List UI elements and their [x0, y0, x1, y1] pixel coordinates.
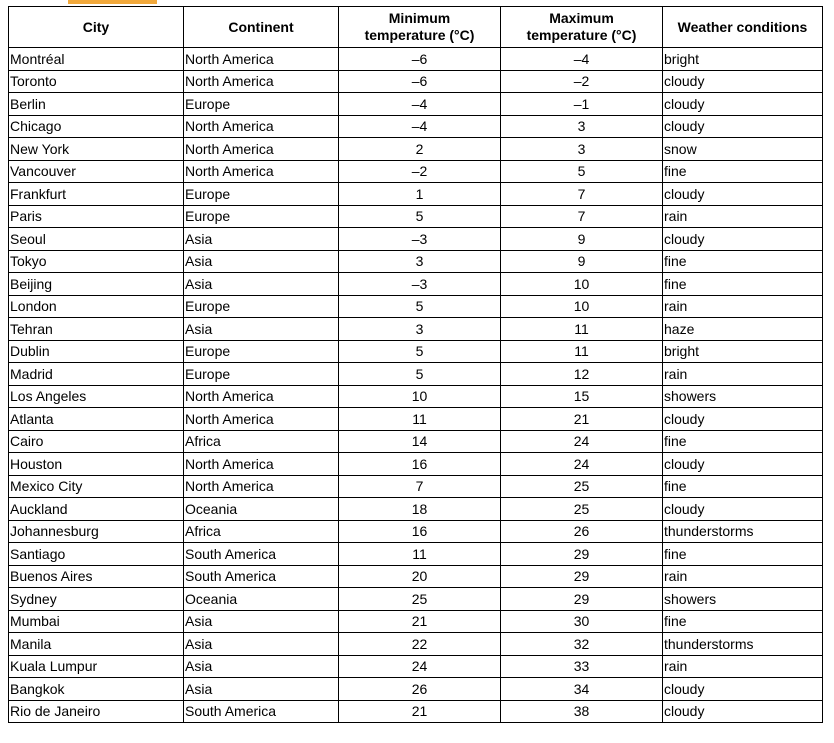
header-weather-conditions[interactable]: Weather conditions: [663, 7, 823, 48]
cell-weather-conditions: cloudy: [663, 115, 823, 138]
cell-max-temperature: 11: [501, 340, 663, 363]
cell-continent: Europe: [184, 93, 339, 116]
table-row: [9, 160, 823, 183]
table-row: [9, 183, 823, 206]
cell-min-temperature: 21: [339, 700, 501, 723]
cell-weather-conditions: cloudy: [663, 678, 823, 701]
table-row: [9, 48, 823, 71]
cell-city: Houston: [9, 453, 184, 476]
table-row: [9, 543, 823, 566]
table-row: [9, 678, 823, 701]
cell-min-temperature: 14: [339, 430, 501, 453]
cell-min-temperature: 16: [339, 520, 501, 543]
cell-city: Montréal: [9, 48, 184, 71]
table-row: [9, 205, 823, 228]
cell-max-temperature: 33: [501, 655, 663, 678]
header-max-line2: temperature (°C): [526, 27, 637, 43]
header-continent[interactable]: Continent: [184, 7, 339, 48]
cell-max-temperature: 9: [501, 250, 663, 273]
cell-continent: Oceania: [184, 498, 339, 521]
cell-continent: North America: [184, 160, 339, 183]
cell-city: Johannesburg: [9, 520, 184, 543]
table-row: [9, 610, 823, 633]
cell-min-temperature: –6: [339, 70, 501, 93]
cell-max-temperature: 24: [501, 453, 663, 476]
cell-continent: Europe: [184, 205, 339, 228]
cell-continent: Asia: [184, 318, 339, 341]
table-row: [9, 520, 823, 543]
cell-continent: North America: [184, 115, 339, 138]
table-row: [9, 700, 823, 723]
cell-weather-conditions: thunderstorms: [663, 633, 823, 656]
header-max-line1: Maximum: [549, 10, 614, 26]
cell-weather-conditions: bright: [663, 48, 823, 71]
cell-weather-conditions: fine: [663, 250, 823, 273]
cell-min-temperature: 5: [339, 295, 501, 318]
cell-continent: Asia: [184, 273, 339, 296]
cell-weather-conditions: bright: [663, 340, 823, 363]
cell-weather-conditions: haze: [663, 318, 823, 341]
cell-max-temperature: 7: [501, 205, 663, 228]
cell-city: Sydney: [9, 588, 184, 611]
cell-city: Seoul: [9, 228, 184, 251]
cell-weather-conditions: cloudy: [663, 70, 823, 93]
cell-min-temperature: 5: [339, 340, 501, 363]
cell-max-temperature: 32: [501, 633, 663, 656]
table-row: [9, 295, 823, 318]
cell-city: Cairo: [9, 430, 184, 453]
cell-weather-conditions: rain: [663, 363, 823, 386]
cell-min-temperature: 7: [339, 475, 501, 498]
cell-city: Tehran: [9, 318, 184, 341]
cell-city: Mexico City: [9, 475, 184, 498]
table-row: [9, 408, 823, 431]
cell-continent: South America: [184, 565, 339, 588]
cell-max-temperature: –1: [501, 93, 663, 116]
table-row: [9, 588, 823, 611]
table-row: [9, 655, 823, 678]
table-row: [9, 340, 823, 363]
cell-max-temperature: 26: [501, 520, 663, 543]
cell-continent: South America: [184, 543, 339, 566]
cell-city: Santiago: [9, 543, 184, 566]
cell-city: Madrid: [9, 363, 184, 386]
cell-city: Paris: [9, 205, 184, 228]
cell-min-temperature: 26: [339, 678, 501, 701]
table-row: [9, 318, 823, 341]
cell-min-temperature: 3: [339, 250, 501, 273]
cell-continent: Europe: [184, 295, 339, 318]
table-row: [9, 453, 823, 476]
table-row: [9, 475, 823, 498]
cell-min-temperature: 5: [339, 363, 501, 386]
cell-max-temperature: –2: [501, 70, 663, 93]
cell-weather-conditions: showers: [663, 385, 823, 408]
cell-min-temperature: 25: [339, 588, 501, 611]
cell-city: Beijing: [9, 273, 184, 296]
cell-min-temperature: 3: [339, 318, 501, 341]
table-row: [9, 385, 823, 408]
cell-max-temperature: 30: [501, 610, 663, 633]
cell-city: London: [9, 295, 184, 318]
cell-min-temperature: –4: [339, 93, 501, 116]
table-row: [9, 430, 823, 453]
cell-continent: Asia: [184, 678, 339, 701]
cell-continent: South America: [184, 700, 339, 723]
cell-city: Berlin: [9, 93, 184, 116]
cell-min-temperature: 21: [339, 610, 501, 633]
cell-min-temperature: 16: [339, 453, 501, 476]
cell-min-temperature: 10: [339, 385, 501, 408]
cell-min-temperature: 22: [339, 633, 501, 656]
cell-min-temperature: 20: [339, 565, 501, 588]
cell-weather-conditions: showers: [663, 588, 823, 611]
cell-max-temperature: 34: [501, 678, 663, 701]
cell-continent: Europe: [184, 340, 339, 363]
cell-min-temperature: –3: [339, 273, 501, 296]
cell-weather-conditions: rain: [663, 205, 823, 228]
cell-city: Frankfurt: [9, 183, 184, 206]
cell-city: Toronto: [9, 70, 184, 93]
cell-continent: Asia: [184, 250, 339, 273]
cell-weather-conditions: snow: [663, 138, 823, 161]
table-row: [9, 138, 823, 161]
cell-weather-conditions: fine: [663, 543, 823, 566]
cell-max-temperature: 29: [501, 543, 663, 566]
cell-weather-conditions: cloudy: [663, 408, 823, 431]
table-row: [9, 228, 823, 251]
cell-max-temperature: 25: [501, 498, 663, 521]
table-row: [9, 273, 823, 296]
cell-city: Bangkok: [9, 678, 184, 701]
cell-city: Vancouver: [9, 160, 184, 183]
cell-weather-conditions: fine: [663, 475, 823, 498]
cell-weather-conditions: cloudy: [663, 183, 823, 206]
cell-max-temperature: 5: [501, 160, 663, 183]
cell-continent: Africa: [184, 520, 339, 543]
cell-max-temperature: 7: [501, 183, 663, 206]
cell-weather-conditions: fine: [663, 430, 823, 453]
cell-min-temperature: –4: [339, 115, 501, 138]
cell-min-temperature: –3: [339, 228, 501, 251]
cell-continent: North America: [184, 408, 339, 431]
table-header: [9, 7, 823, 48]
table-row: [9, 250, 823, 273]
cell-max-temperature: 29: [501, 565, 663, 588]
cell-min-temperature: 24: [339, 655, 501, 678]
cell-city: Chicago: [9, 115, 184, 138]
cell-max-temperature: 10: [501, 295, 663, 318]
cell-max-temperature: 29: [501, 588, 663, 611]
accent-bar: [68, 0, 157, 4]
cell-weather-conditions: rain: [663, 655, 823, 678]
header-city[interactable]: City: [9, 7, 184, 48]
cell-city: Auckland: [9, 498, 184, 521]
cell-city: Tokyo: [9, 250, 184, 273]
cell-city: Los Angeles: [9, 385, 184, 408]
cell-max-temperature: 21: [501, 408, 663, 431]
cell-weather-conditions: cloudy: [663, 700, 823, 723]
cell-max-temperature: 12: [501, 363, 663, 386]
table-row: [9, 633, 823, 656]
cell-weather-conditions: fine: [663, 610, 823, 633]
cell-continent: Asia: [184, 228, 339, 251]
cell-continent: North America: [184, 475, 339, 498]
cell-continent: North America: [184, 70, 339, 93]
cell-weather-conditions: cloudy: [663, 228, 823, 251]
cell-continent: Oceania: [184, 588, 339, 611]
cell-max-temperature: 24: [501, 430, 663, 453]
cell-max-temperature: –4: [501, 48, 663, 71]
cell-min-temperature: –6: [339, 48, 501, 71]
cell-min-temperature: 18: [339, 498, 501, 521]
header-max-temperature[interactable]: [501, 7, 663, 48]
header-min-temperature[interactable]: [339, 7, 501, 48]
cell-min-temperature: 11: [339, 543, 501, 566]
header-min-line2: temperature (°C): [364, 27, 475, 43]
cell-min-temperature: –2: [339, 160, 501, 183]
cell-continent: North America: [184, 385, 339, 408]
weather-table: [8, 6, 823, 723]
cell-min-temperature: 5: [339, 205, 501, 228]
cell-max-temperature: 15: [501, 385, 663, 408]
cell-min-temperature: 1: [339, 183, 501, 206]
table-row: [9, 93, 823, 116]
cell-city: Dublin: [9, 340, 184, 363]
header-min-line1: Minimum: [388, 10, 451, 26]
cell-max-temperature: 9: [501, 228, 663, 251]
cell-continent: North America: [184, 453, 339, 476]
cell-city: Buenos Aires: [9, 565, 184, 588]
cell-weather-conditions: fine: [663, 160, 823, 183]
cell-continent: Asia: [184, 610, 339, 633]
cell-city: Manila: [9, 633, 184, 656]
cell-weather-conditions: cloudy: [663, 93, 823, 116]
table-row: [9, 363, 823, 386]
cell-min-temperature: 11: [339, 408, 501, 431]
header-row: [9, 7, 823, 48]
cell-continent: North America: [184, 138, 339, 161]
cell-continent: Asia: [184, 655, 339, 678]
cell-weather-conditions: rain: [663, 565, 823, 588]
cell-city: Mumbai: [9, 610, 184, 633]
cell-min-temperature: 2: [339, 138, 501, 161]
table-row: [9, 565, 823, 588]
cell-max-temperature: 10: [501, 273, 663, 296]
cell-continent: Asia: [184, 633, 339, 656]
cell-max-temperature: 38: [501, 700, 663, 723]
table-row: [9, 115, 823, 138]
cell-continent: Europe: [184, 183, 339, 206]
cell-continent: Europe: [184, 363, 339, 386]
cell-max-temperature: 3: [501, 115, 663, 138]
cell-max-temperature: 3: [501, 138, 663, 161]
cell-max-temperature: 11: [501, 318, 663, 341]
cell-weather-conditions: fine: [663, 273, 823, 296]
cell-weather-conditions: cloudy: [663, 498, 823, 521]
cell-weather-conditions: rain: [663, 295, 823, 318]
table-row: [9, 70, 823, 93]
cell-city: Rio de Janeiro: [9, 700, 184, 723]
cell-weather-conditions: cloudy: [663, 453, 823, 476]
cell-continent: North America: [184, 48, 339, 71]
table-body: [9, 48, 823, 723]
cell-city: Kuala Lumpur: [9, 655, 184, 678]
cell-continent: Africa: [184, 430, 339, 453]
cell-city: Atlanta: [9, 408, 184, 431]
table-row: [9, 498, 823, 521]
cell-city: New York: [9, 138, 184, 161]
cell-max-temperature: 25: [501, 475, 663, 498]
cell-weather-conditions: thunderstorms: [663, 520, 823, 543]
